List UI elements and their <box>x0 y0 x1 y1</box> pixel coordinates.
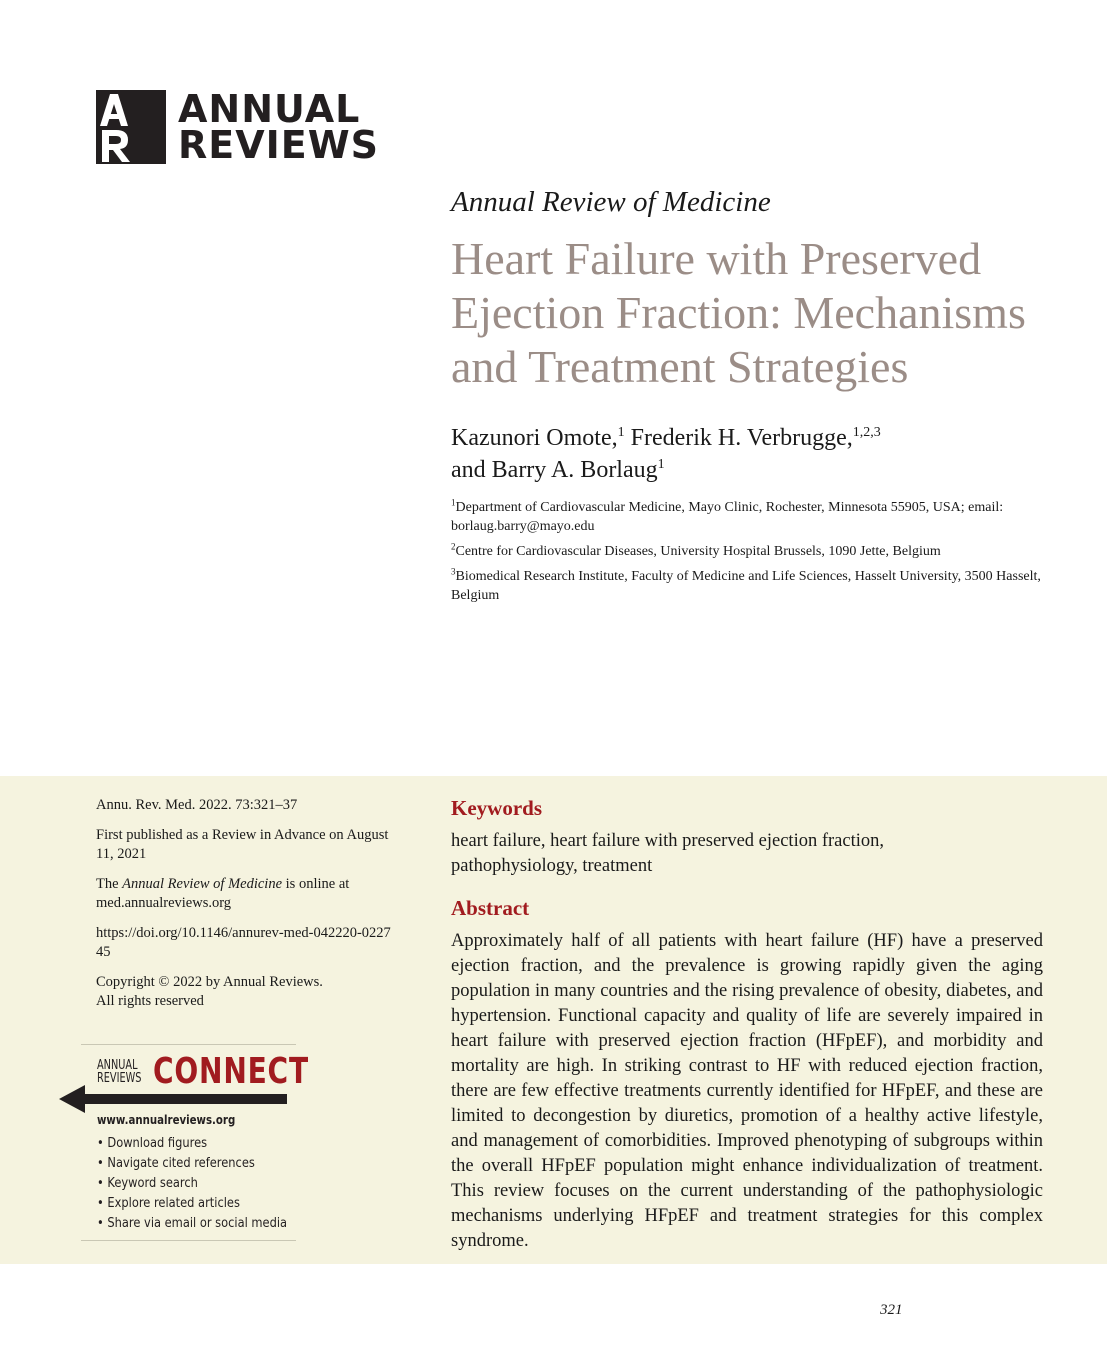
list-item: • Explore related articles <box>97 1194 287 1214</box>
affiliation-text: Centre for Cardiovascular Diseases, University Hospital Brussels, 1090 Jette, Belgium <box>455 544 941 559</box>
connect-annual: ANNUAL <box>97 1058 138 1073</box>
list-item: • Share via email or social media <box>97 1214 287 1234</box>
online-journal: Annual Review of Medicine <box>122 876 283 892</box>
online-url[interactable]: is online at med.annualreviews.org <box>96 876 350 911</box>
annual-reviews-logo <box>96 87 380 167</box>
affiliation-marker: 2 <box>451 541 456 552</box>
affiliation-marker: 3 <box>451 566 456 577</box>
affiliation-list <box>451 498 1041 611</box>
affiliation <box>451 542 1041 561</box>
ar-monogram-icon <box>96 90 166 164</box>
logo-line-annual: ANNUAL <box>178 87 361 131</box>
copyright <box>96 973 396 1011</box>
page-number: 321 <box>880 1302 903 1318</box>
keywords-text: heart failure, heart failure with preserved ejection fraction, pathophysiology, treatment <box>451 831 884 876</box>
list-item: • Keyword search <box>97 1174 287 1194</box>
online-prefix: The <box>96 876 119 892</box>
copyright-line: Copyright © 2022 by Annual Reviews. <box>96 974 323 990</box>
connect-reviews: REVIEWS <box>97 1071 142 1086</box>
affiliation-text: Biomedical Research Institute, Faculty of Medicine and Life Sciences, Hasselt University, 3500 Hasselt, Belgium <box>451 569 1041 603</box>
abstract-heading: Abstract <box>451 896 530 920</box>
doi-link[interactable]: https://doi.org/10.1146/annurev-med-042220-022745 <box>96 925 391 960</box>
list-item: • Download figures <box>97 1134 287 1154</box>
rights-line: All rights reserved <box>96 993 204 1009</box>
affiliation <box>451 567 1041 605</box>
author-name: Kazunori Omote, <box>451 425 618 451</box>
connect-url[interactable]: www.annualreviews.org <box>97 1113 236 1127</box>
keywords-heading: Keywords <box>451 796 542 820</box>
author-name: and Barry A. Borlaug <box>451 457 658 483</box>
connect-wordmark: CONNECT <box>153 1051 309 1092</box>
abstract-text: Approximately half of all patients with heart failure (HF) have a preserved ejection fraction, and the prevalence is growing rapidly given the aging population in many countries and the rising prevalence of obesity, diabetes, and hypertension. Functional capacity and quality of life are severely impaired in heart failure with preserved ejection fraction (HFpEF), and morbidity and mortality are high. In striking contrast to HF with reduced ejection fraction, there are few effective treatments currently identified for HFpEF, and these are limited to decongestion by diuretics, promotion of a healthy active lifestyle, and management of comorbidities. Improved phenotyping of subgroups within the overall HFpEF population might enhance individualization of treatment. This review focuses on the current understanding of the pathophysiologic mechanisms underlying HFpEF and treatment strategies for this complex syndrome. <box>451 931 1043 1251</box>
affiliation <box>451 498 1041 536</box>
first-published: First published as a Review in Advance on August 11, 2021 <box>96 827 389 862</box>
article-title: Heart Failure with Preserved Ejection Fraction: Mechanisms and Treatment Strategies <box>451 233 1026 392</box>
author-name: Frederik H. Verbrugge, <box>630 425 853 451</box>
connect-annual-reviews-label <box>97 1059 141 1085</box>
online-availability <box>96 875 396 913</box>
logo-wordmark <box>178 87 380 167</box>
logo-line-reviews: REVIEWS <box>178 123 380 167</box>
author-affiliation-marker: 1 <box>657 457 665 472</box>
author-affiliation-marker: 1,2,3 <box>852 425 881 440</box>
arrow-left-icon <box>59 1083 287 1115</box>
journal-name: Annual Review of Medicine <box>451 186 771 218</box>
article-info-sidebar <box>96 796 396 1022</box>
author-list <box>451 422 1071 486</box>
annual-reviews-connect-box <box>81 1044 309 1241</box>
affiliation-text: Department of Cardiovascular Medicine, Mayo Clinic, Rochester, Minnesota 55905, USA; email: borlaug.barry@mayo.edu <box>451 500 1004 534</box>
list-item: • Navigate cited references <box>97 1154 287 1174</box>
connect-feature-list <box>97 1134 287 1234</box>
citation: Annu. Rev. Med. 2022. 73:321–37 <box>96 797 298 813</box>
author-affiliation-marker: 1 <box>617 425 625 440</box>
affiliation-marker: 1 <box>451 497 456 508</box>
